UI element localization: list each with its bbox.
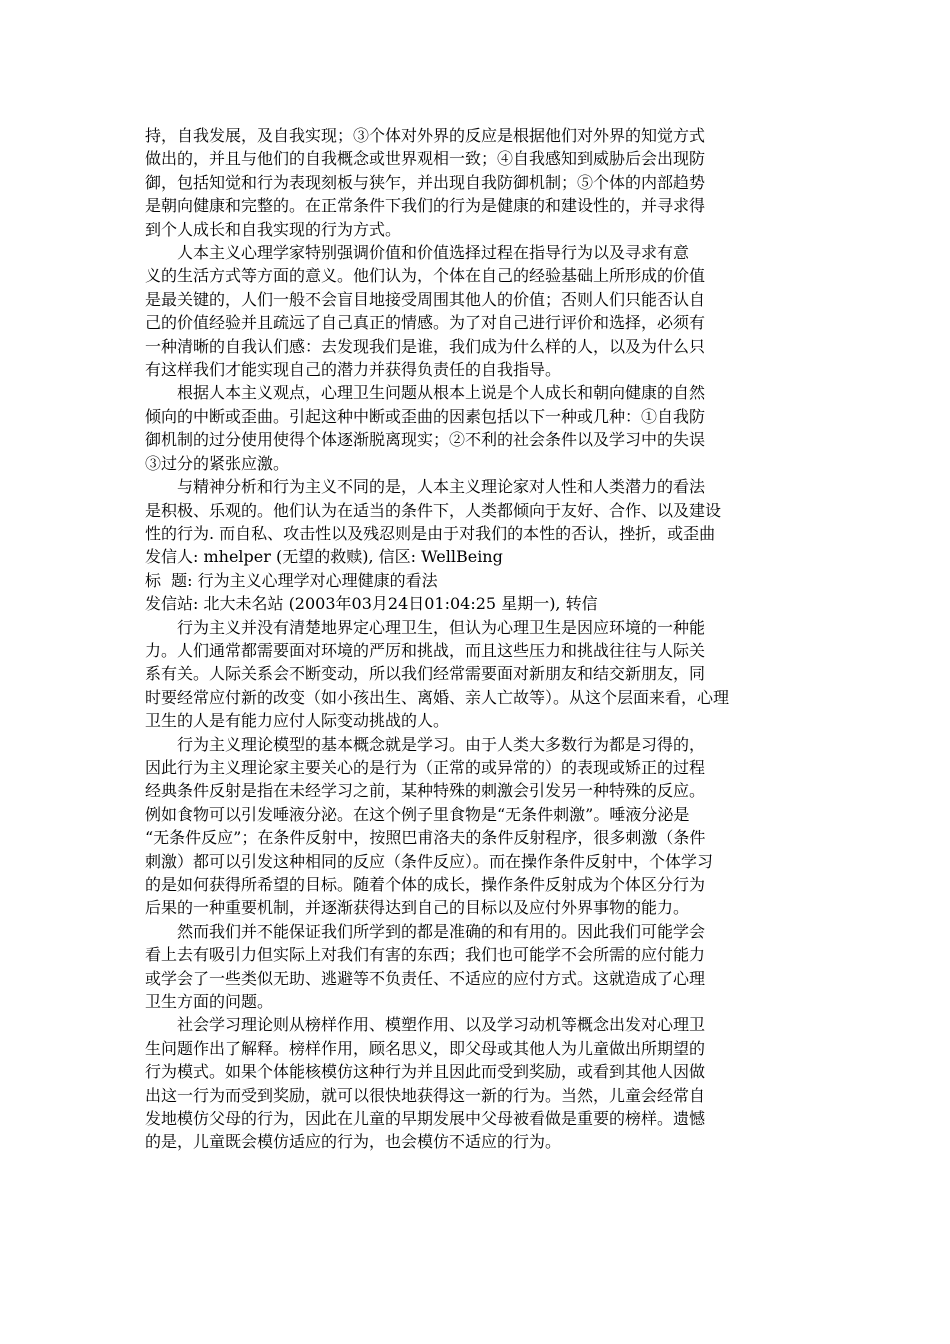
- text-line: 标 题: 行为主义心理学对心理健康的看法: [145, 570, 438, 590]
- paragraph: [145, 1013, 805, 1153]
- text-line: 一种清晰的自我认们感：去发现我们是谁，我们成为什么样的人，以及为什么只: [145, 336, 706, 356]
- text-line: 行为主义并没有清楚地界定心理卫生，但认为心理卫生是因应环境的一种能: [177, 617, 706, 637]
- text-line: 的是如何获得所希望的目标。随着个体的成长，操作条件反射成为个体区分行为: [145, 875, 706, 894]
- text-line: 是朝向健康和完整的。在正常条件下我们的行为是健康的和建设性的，并寻求得: [145, 196, 706, 216]
- text-line: 御，包括知觉和行为表现刻板与狭乍，并出现自我防御机制；⑤个体的内部趋势: [145, 172, 706, 192]
- text-line: ③过分的紧张应激。: [145, 453, 290, 473]
- text-line: 与精神分析和行为主义不同的是，人本主义理论家对人性和人类潜力的看法: [177, 477, 706, 497]
- text-line: 出这一行为而受到奖励，就可以很快地获得这一新的行为。当然，儿童会经常自: [145, 1085, 706, 1105]
- text-line: 或学会了一些类似无助、逃避等不负责任、不适应的应付方式。这就造成了心理: [145, 968, 706, 988]
- text-line: 倾向的中断或歪曲。引起这种中断或歪曲的因素包括以下一种或几种：①自我防: [145, 406, 706, 426]
- text-line: 发地模仿父母的行为，因此在儿童的早期发展中父母被看做是重要的榜样。遗憾: [145, 1109, 706, 1129]
- text-line: 是积极、乐观的。他们认为在适当的条件下，人类都倾向于友好、合作、以及建设: [145, 500, 722, 520]
- text-line: 到个人成长和自我实现的行为方式。: [145, 219, 402, 239]
- text-line: 行为主义理论模型的基本概念就是学习。由于人类大多数行为都是习得的，: [177, 734, 706, 754]
- text-line: 持，自我发展，及自我实现；③个体对外界的反应是根据他们对外界的知觉方式: [145, 126, 706, 145]
- text-line: 的是，儿童既会模仿适应的行为，也会模仿不适应的行为。: [145, 1132, 562, 1152]
- paragraph: [145, 475, 805, 545]
- text-line: 义的生活方式等方面的意义。他们认为，个体在自己的经验基础上所形成的价值: [145, 266, 706, 286]
- paragraph: [145, 381, 805, 475]
- text-line: 后果的一种重要机制，并逐渐获得达到自己的目标以及应付外界事物的能力。: [145, 898, 690, 918]
- text-line: 卫生方面的问题。: [145, 992, 274, 1012]
- text-line: 经典条件反射是指在未经学习之前，某种特殊的刺激会引发另一种特殊的反应。: [145, 781, 706, 801]
- text-line: 例如食物可以引发唾液分泌。在这个例子里食物是“无条件刺激”。唾液分泌是: [145, 804, 690, 824]
- text-line: 有这样我们才能实现自己的潜力并获得负责任的自我指导。: [145, 360, 562, 380]
- text-line: 性的行为. 而自私、攻击性以及残忍则是由于对我们的本性的否认，挫折，或歪曲: [145, 523, 716, 543]
- text-line: 发信站: 北大未名站 (2003年03月24日01:04:25 星期一), 转信: [145, 594, 598, 614]
- text-line: 御机制的过分使用使得个体逐渐脱离现实；②不利的社会条件以及学习中的失误: [145, 430, 706, 450]
- document-body: [145, 124, 805, 1154]
- paragraph: [145, 241, 805, 381]
- paragraph: [145, 545, 805, 568]
- text-line: 生问题作出了解释。榜样作用，顾名思义，即父母或其他人为儿童做出所期望的: [145, 1038, 706, 1058]
- text-line: 因此行为主义理论家主要关心的是行为（正常的或异常的）的表现或矫正的过程: [145, 757, 706, 777]
- text-line: 发信人: mhelper (无望的救赎), 信区: WellBeing: [145, 547, 503, 567]
- text-line: 然而我们并不能保证我们所学到的都是准确的和有用的。因此我们可能学会: [177, 921, 706, 941]
- paragraph: [145, 920, 805, 1014]
- text-line: 系有关。人际关系会不断变动，所以我们经常需要面对新朋友和结交新朋友，同: [145, 664, 706, 684]
- text-line: 行为模式。如果个体能核模仿这种行为并且因此而受到奖励，或看到其他人因做: [145, 1062, 706, 1082]
- paragraph: [145, 569, 805, 592]
- text-line: “无条件反应”；在条件反射中，按照巴甫洛夫的条件反射程序，很多刺激（条件: [145, 828, 706, 848]
- text-line: 刺激）都可以引发这种相同的反应（条件反应）。而在操作条件反射中，个体学习: [145, 851, 714, 871]
- paragraph: [145, 733, 805, 920]
- text-line: 做出的，并且与他们的自我概念或世界观相一致；④自我感知到威胁后会出现防: [145, 149, 706, 169]
- text-line: 卫生的人是有能力应付人际变动挑战的人。: [145, 711, 450, 731]
- text-line: 时要经常应付新的改变（如小孩出生、离婚、亲人亡故等）。从这个层面来看，心理: [145, 687, 730, 707]
- text-line: 是最关键的，人们一般不会盲目地接受周围其他人的价值；否则人们只能否认自: [145, 289, 706, 309]
- text-line: 力。人们通常都需要面对环境的严厉和挑战，而且这些压力和挑战往往与人际关: [145, 640, 706, 660]
- text-line: 根据人本主义观点，心理卫生问题从根本上说是个人成长和朝向健康的自然: [177, 383, 706, 403]
- text-line: 社会学习理论则从榜样作用、模塑作用、以及学习动机等概念出发对心理卫: [177, 1015, 706, 1035]
- paragraph: [145, 592, 805, 615]
- paragraph: [145, 124, 805, 241]
- text-line: 己的价值经验并且疏远了自己真正的情感。为了对自己进行评价和选择，必须有: [145, 313, 706, 333]
- text-line: 看上去有吸引力但实际上对我们有害的东西；我们也可能学不会所需的应付能力: [145, 945, 706, 965]
- paragraph: [145, 616, 805, 733]
- text-line: 人本主义心理学家特别强调价值和价值选择过程在指导行为以及寻求有意: [177, 243, 690, 263]
